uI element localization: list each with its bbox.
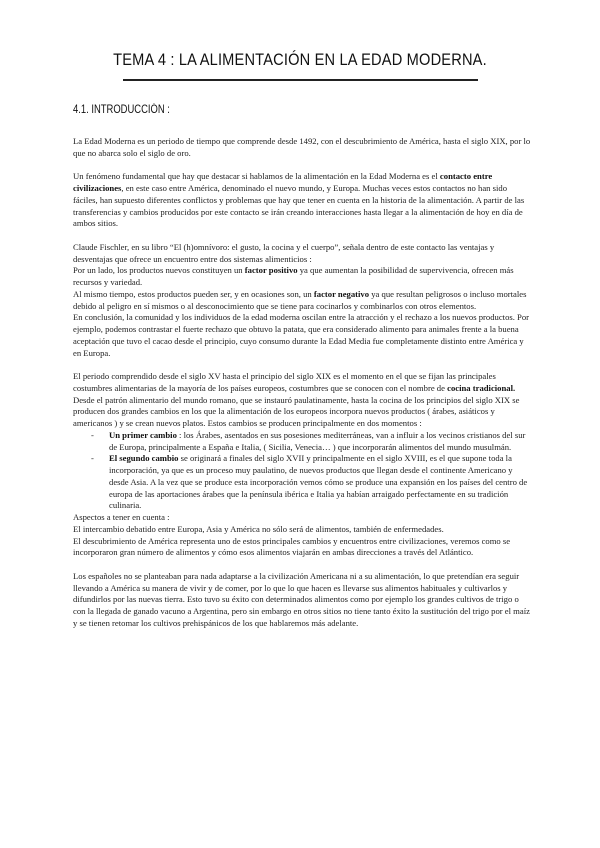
- bold-term: Un primer cambio: [109, 429, 177, 440]
- paragraph-contact: Un fenómeno fundamental que hay que destacar si hablamos de la alimentación en la Edad Moderna es el contacto entre civilizaciones, en este caso entre América, denominado el nuevo mundo, y Europa. Muchas veces estos contactos no han sido fáciles, han supuesto diferentes conflictos y problemas que hay que tener en cuenta en la historia de la alimentación. A partir de las transferencias y cambios producidos por este contacto se irán creando interacciones hasta llegar a la alimentación de hoy en día de ambos sitios.: [73, 171, 525, 229]
- paragraph-fischler: Claude Fischler, en su libro “El (h)omnívoro: el gusto, la cocina y el cuerpo”, señala dentro de este contacto las ventajas y desventajas que ofrece un encuentro entre dos sistemas alimenticios :: [73, 241, 495, 264]
- paragraph-period: El periodo comprendido desde el siglo XV hasta el principio del siglo XIX es el momento en el que se fijan las principales costumbres alimentarias de la mayoría de los países europeos, costumbres que se conocen con el nombre de cocina tradicional.: [73, 371, 516, 393]
- paragraph-conclusion: En conclusión, la comunidad y los individuos de la edad moderna oscilan entre la atracción y el rechazo a los nuevos productos. Por ejemplo, podemos contrastar el fuerte rechazo que obtuvo la patata, que era considerado alimento para animales frente a la buena aceptación que tuvo el cacao desde el principio, cuyo consumo durante la Edad Media fue completamente distinto entre América y en Europa.: [73, 312, 530, 358]
- list-item: - Un primer cambio : los Árabes, asentados en sus posesiones mediterráneas, van a influir a los vecinos cristianos del sur de Europa, principalmente a España e Italia, ( Sicilia, Venecia… ) que incorporarán alimentos del mundo musulmán.: [91, 429, 526, 452]
- bold-term: factor positivo: [244, 265, 298, 276]
- bold-term: cocina tradicional.: [447, 382, 516, 393]
- bold-term: El segundo cambio: [109, 453, 179, 464]
- document-title: TEMA 4 : LA ALIMENTACIÓN EN LA EDAD MODERNA.: [113, 50, 487, 69]
- list-item: - El segundo cambio se originará a finales del siglo XVII y principalmente en el siglo XVIII, es el que supone toda la incorporación, ya que es un proceso muy paulatino, de nuevos productos que llegan desde el continente Americano y desde Asia. A la vez que se produce esta incorporación vemos cómo se produce una expansión en los países del centro de europa de las aportaciones árabes que la península ibérica e Italia ya habían arraigado perfectamente en su tradición culinaria.: [91, 453, 528, 511]
- bold-term: factor negativo: [313, 288, 370, 299]
- changes-list: [73, 430, 533, 512]
- paragraph-negative: Al mismo tiempo, estos productos pueden ser, y en ocasiones son, un factor negativo ya que resultan peligrosos o incluso mortales debido al peligro en sí mismos o al desconocimiento que se tiene para cocinarlos y combinarlos con otros elementos.: [73, 288, 527, 311]
- paragraph-positive: Por un lado, los productos nuevos constituyen un factor positivo ya que aumentan la posibilidad de supervivencia, ofrecen más recursos y variedad.: [73, 265, 514, 287]
- section-heading: 4.1. INTRODUCCIÓN :: [73, 104, 170, 116]
- document-body: [73, 136, 533, 641]
- list-dash: -: [91, 453, 94, 464]
- paragraph-roman: Desde el patrón alimentario del mundo romano, que se instauró paulatinamente, hasta la cocina de los principios del siglo XIX se producen dos grandes cambios en los que la alimentación de los europeos incorpora nuevos productos ( árabes, asiáticos y americanos ) y se crean nuevos platos. Estos cambios se producen principalmente en dos momentos :: [73, 394, 520, 428]
- paragraph-intro: La Edad Moderna es un periodo de tiempo que comprende desde 1492, con el descubrimiento de América, hasta el siglo XIX, por lo que no abarca solo el siglo de oro.: [73, 136, 531, 158]
- paragraph-spaniards: Los españoles no se planteaban para nada adaptarse a la civilización Americana ni a su alimentación, lo que pretendían era seguir llevando a América su manera de vivir y de comer, por lo que lo que hacen es llevarse sus alimentos habituales y cultivarlos y difundirlos por las nuevas tierra. Esto tuvo su éxito con determinados alimentos como por ejemplo los grandes cultivos de trigo o con la llegada de ganado vacuno a Argentina, pero sin embargo en otros sitios no tiene tanto éxito la sustitución del trigo por el maíz y se tienen retomar los cultivos prehispánicos de los que hablaremos más adelante.: [73, 570, 530, 628]
- title-underline: [123, 79, 478, 81]
- list-dash: -: [91, 429, 94, 440]
- paragraph-aspects-heading: Aspectos a tener en cuenta :: [73, 512, 170, 522]
- paragraph-exchange: El intercambio debatido entre Europa, Asia y América no sólo será de alimentos, también de enfermedades.: [73, 523, 444, 534]
- paragraph-discovery: El descubrimiento de América representa uno de estos principales cambios y encuentros entre civilizaciones, veremos como se incorporaron gran número de alimentos y cómo esos alimentos viajarán en ambas direcciones a través del Atlántico.: [73, 535, 511, 558]
- bold-term: contacto entre civilizaciones: [73, 171, 493, 193]
